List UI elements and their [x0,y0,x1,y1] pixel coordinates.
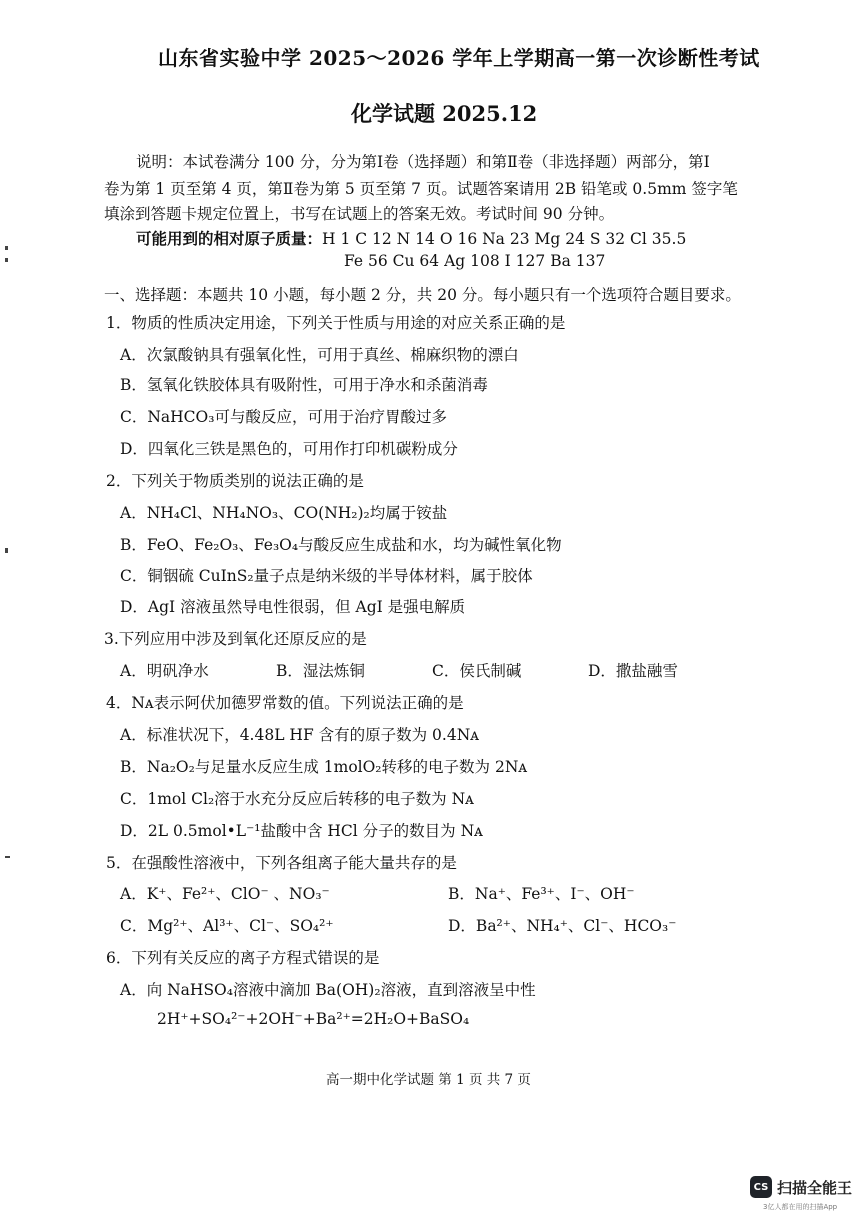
instructions-line-1: 说明：本试卷满分 100 分，分为第Ⅰ卷（选择题）和第Ⅱ卷（非选择题）两部分，第Ⅰ [136,153,710,171]
option-d: D．Ba²⁺、NH₄⁺、Cl⁻、HCO₃⁻ [448,917,677,935]
option-b: B．氢氧化铁胶体具有吸附性，可用于净水和杀菌消毒 [120,376,488,394]
scan-speck [5,548,8,553]
option-c: C．1mol Cl₂溶于水充分反应后转移的电子数为 Nᴀ [120,790,474,808]
option-b: B．FeO、Fe₂O₃、Fe₃O₄与酸反应生成盐和水，均为碱性氧化物 [120,536,562,554]
scan-speck [5,856,10,858]
atomic-mass-line-1 [136,227,686,249]
option-c: C．Mg²⁺、Al³⁺、Cl⁻、SO₄²⁺ [120,917,334,935]
atomic-mass-label: 可能用到的相对原子质量： [136,229,323,248]
option-d: D．2L 0.5mol•L⁻¹盐酸中含 HCl 分子的数目为 Nᴀ [120,822,483,840]
exam-title: 山东省实验中学 2025～2026 学年上学期高一第一次诊断性考试 [158,46,760,70]
instructions-line-3: 填涂到答题卡规定位置上，书写在试题上的答案无效。考试时间 90 分钟。 [104,205,615,223]
option-a: A．向 NaHSO₄溶液中滴加 Ba(OH)₂溶液，直到溶液呈中性 [120,981,536,999]
page-footer: 高一期中化学试题 第 1 页 共 7 页 [326,1072,531,1088]
scan-speck [5,258,8,262]
option-a: A．标准状况下，4.48L HF 含有的原子数为 0.4Nᴀ [120,726,480,744]
instructions-line-2: 卷为第 1 页至第 4 页，第Ⅱ卷为第 5 页至第 7 页。试题答案请用 2B 铅笔或 0.5mm 签字笔 [104,180,738,198]
question-stem: 3.下列应用中涉及到氧化还原反应的是 [104,630,367,648]
question-stem: 1．物质的性质决定用途，下列关于性质与用途的对应关系正确的是 [106,314,566,332]
option-a: A．K⁺、Fe²⁺、ClO⁻ 、NO₃⁻ [120,885,330,903]
option-c: C．铜铟硫 CuInS₂量子点是纳米级的半导体材料，属于胶体 [120,567,533,585]
option-d: D．四氧化三铁是黑色的，可用作打印机碳粉成分 [120,440,458,458]
option-b: B．Na⁺、Fe³⁺、I⁻、OH⁻ [448,885,635,903]
section-heading: 一、选择题：本题共 10 小题，每小题 2 分，共 20 分。每小题只有一个选项符合题目要求。 [104,286,741,304]
question-stem: 2．下列关于物质类别的说法正确的是 [106,472,364,490]
scan-speck [5,246,8,250]
option-a: A．NH₄Cl、NH₄NO₃、CO(NH₂)₂均属于铵盐 [120,504,448,522]
scanner-logo-icon: CS [750,1176,772,1198]
option-d: D．AgI 溶液虽然导电性很弱，但 AgI 是强电解质 [120,598,466,616]
exam-subtitle: 化学试题 2025.12 [351,101,538,126]
option-c: C．NaHCO₃可与酸反应，可用于治疗胃酸过多 [120,408,447,426]
option-d: D．撒盐融雪 [588,662,678,680]
question-stem: 4．Nᴀ表示阿伏加德罗常数的值。下列说法正确的是 [106,694,464,712]
option-b: B．湿法炼铜 [276,662,365,680]
options-row [120,659,744,681]
option-a: A．次氯酸钠具有强氧化性，可用于真丝、棉麻织物的漂白 [120,346,519,364]
scanner-app-tagline: 3亿人都在用的扫描App [763,1203,838,1211]
option-b: B．Na₂O₂与足量水反应生成 1molO₂转移的电子数为 2Nᴀ [120,758,528,776]
option-c: C．侯氏制碱 [432,662,522,680]
option-a: A．明矾净水 [120,662,209,680]
question-stem: 5．在强酸性溶液中，下列各组离子能大量共存的是 [106,854,457,872]
atomic-mass-values-1: H 1 C 12 N 14 O 16 Na 23 Mg 24 S 32 Cl 35.5 [322,230,687,248]
scanner-app-name: 扫描全能王 [777,1179,853,1197]
ionic-equation: 2H⁺+SO₄²⁻+2OH⁻+Ba²⁺=2H₂O+BaSO₄ [157,1010,470,1028]
question-stem: 6．下列有关反应的离子方程式错误的是 [106,949,380,967]
atomic-mass-line-2: Fe 56 Cu 64 Ag 108 I 127 Ba 137 [344,252,606,270]
